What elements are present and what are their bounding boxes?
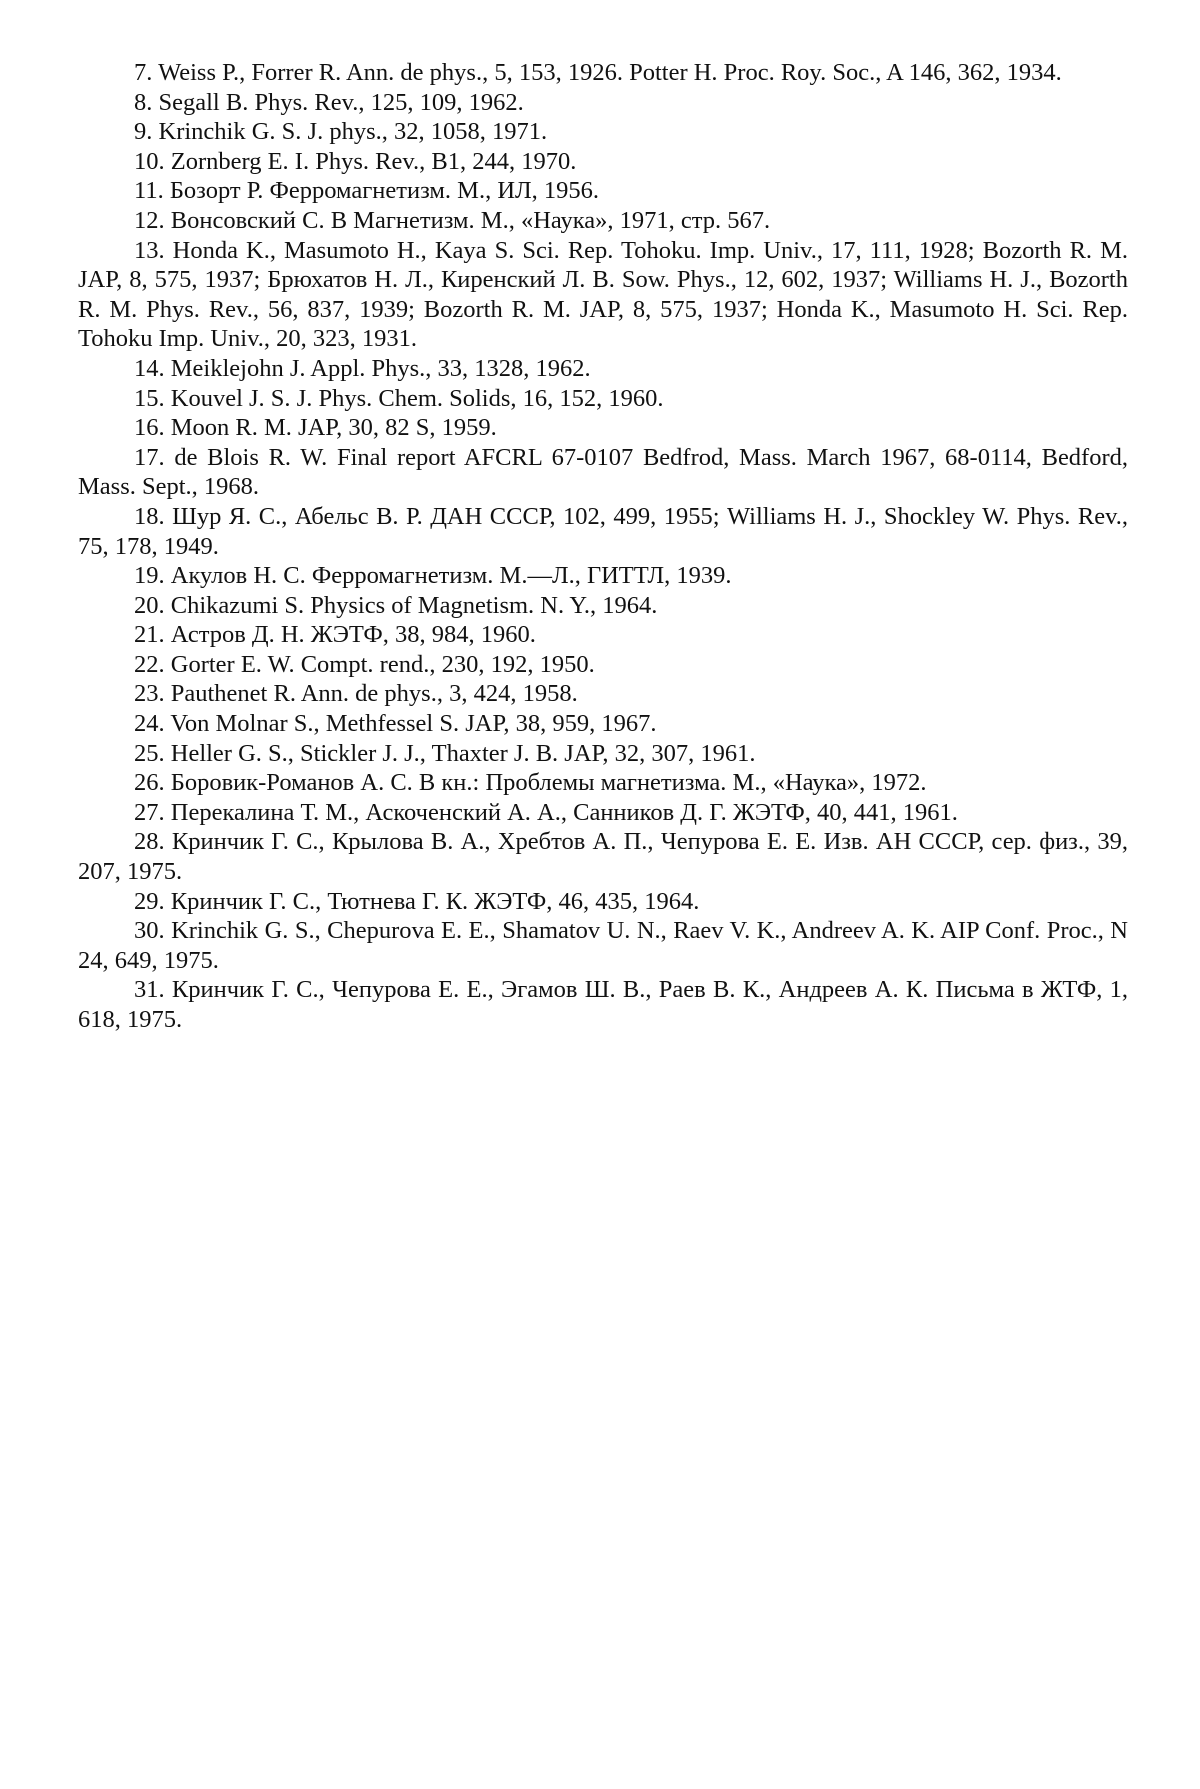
reference-text: Вонсовский С. В Магнетизм. М., «Наука», 1971, стр. 567.: [170, 206, 771, 234]
reference-text: Moon R. M. JAP, 30, 82 S, 1959.: [170, 414, 497, 442]
reference-number: 11.: [134, 177, 164, 205]
reference-item: [78, 679, 1128, 709]
reference-number: 9.: [134, 118, 153, 146]
reference-item: [78, 443, 1128, 502]
reference-number: 31.: [134, 976, 165, 1004]
reference-item: [78, 236, 1128, 354]
reference-item: [78, 650, 1128, 680]
reference-number: 30.: [134, 917, 165, 945]
reference-item: [78, 88, 1128, 118]
reference-number: 18.: [134, 502, 165, 530]
reference-item: [78, 916, 1128, 975]
reference-text: Шур Я. С., Абельс В. Р. ДАН СССР, 102, 499, 1955; Williams H. J., Shockley W. Phys. Rev., 75, 178, 1949.: [78, 502, 1129, 560]
reference-text: Meiklejohn J. Appl. Phys., 33, 1328, 1962.: [170, 354, 591, 382]
reference-item: [78, 206, 1128, 236]
reference-text: Кринчик Г. С., Тютнева Г. К. ЖЭТФ, 46, 435, 1964.: [170, 887, 700, 915]
reference-text: Акулов Н. С. Ферромагнетизм. М.—Л., ГИТТЛ, 1939.: [170, 562, 732, 590]
reference-number: 16.: [134, 414, 165, 442]
reference-number: 7.: [134, 59, 153, 86]
reference-list: [78, 58, 1128, 1035]
reference-text: Zornberg E. I. Phys. Rev., B1, 244, 1970.: [170, 147, 577, 175]
reference-item: [78, 413, 1128, 443]
reference-number: 10.: [134, 147, 165, 175]
reference-item: [78, 887, 1128, 917]
reference-item: [78, 827, 1128, 886]
reference-number: 20.: [134, 591, 165, 619]
reference-text: Кринчик Г. С., Крылова В. А., Хребтов А. П., Чепурова Е. Е. Изв. АН СССР, сер. физ., 39, 207, 1975.: [78, 828, 1129, 886]
reference-item: [78, 975, 1128, 1034]
reference-number: 27.: [134, 798, 165, 826]
reference-text: Chikazumi S. Physics of Magnetism. N. Y., 1964.: [170, 591, 658, 619]
reference-text: de Blois R. W. Final report AFCRL 67-0107 Bedfrod, Mass. March 1967, 68-0114, Bedford, Mass. Sept., 1968.: [78, 443, 1129, 501]
reference-number: 8.: [134, 88, 153, 116]
reference-item: [78, 739, 1128, 769]
reference-text: Krinchik G. S., Chepurova E. E., Shamatov U. N., Raev V. K., Andreev A. K. AIP Conf. Proc., N 24, 649, 1975.: [78, 917, 1129, 974]
reference-number: 17.: [134, 443, 165, 471]
reference-item: [78, 591, 1128, 621]
reference-text: Von Molnar S., Methfessel S. JAP, 38, 959, 1967.: [170, 710, 657, 738]
reference-number: 21.: [134, 621, 165, 649]
reference-number: 24.: [134, 710, 165, 738]
reference-text: Кринчик Г. С., Чепурова Е. Е., Эгамов Ш. В., Раев В. К., Андреев А. К. Письма в ЖТФ, 1, 618, 1975.: [78, 976, 1128, 1033]
reference-text: Перекалина Т. М., Аскоченский А. А., Санников Д. Г. ЖЭТФ, 40, 441, 1961.: [170, 798, 958, 826]
reference-number: 14.: [134, 354, 165, 382]
reference-number: 13.: [134, 236, 165, 264]
reference-text: Gorter E. W. Compt. rend., 230, 192, 1950.: [170, 650, 595, 678]
reference-text: Segall B. Phys. Rev., 125, 109, 1962.: [158, 88, 524, 116]
reference-item: [78, 561, 1128, 591]
reference-item: [78, 709, 1128, 739]
reference-number: 26.: [134, 769, 165, 797]
reference-item: [78, 354, 1128, 384]
reference-text: Бозорт Р. Ферромагнетизм. М., ИЛ, 1956.: [169, 177, 600, 205]
reference-item: [78, 176, 1128, 206]
reference-number: 15.: [134, 384, 165, 412]
reference-text: Honda K., Masumoto H., Kaya S. Sci. Rep. Tohoku. Imp. Univ., 17, 111, 1928; Bozorth R. M. JAP, 8, 575, 1937; Брюхатов Н. Л., Киренский Л. В. Sow. Phys., 12, 602, 1937; Williams H. J., Bozorth R. M. Phys. Rev., 56, 837, 1939; Bozorth R. M. JAP, 8, 575, 1937; Honda K., Masumoto H. Sci. Rep. Tohoku Imp. Univ., 20, 323, 1931.: [78, 236, 1128, 353]
reference-text: Pauthenet R. Ann. de phys., 3, 424, 1958.: [170, 680, 578, 708]
reference-number: 28.: [134, 828, 165, 856]
reference-item: [78, 768, 1128, 798]
reference-number: 22.: [134, 650, 165, 678]
reference-number: 12.: [134, 206, 165, 234]
reference-number: 23.: [134, 680, 165, 708]
reference-item: [78, 620, 1128, 650]
reference-text: Kouvel J. S. J. Phys. Chem. Solids, 16, 152, 1960.: [170, 384, 664, 412]
reference-number: 29.: [134, 887, 165, 915]
reference-text: Heller G. S., Stickler J. J., Thaxter J. B. JAP, 32, 307, 1961.: [170, 739, 756, 767]
reference-item: [78, 147, 1128, 177]
reference-item: [78, 502, 1128, 561]
reference-text: Krinchik G. S. J. phys., 32, 1058, 1971.: [158, 118, 548, 146]
reference-number: 19.: [134, 562, 165, 590]
reference-item: [78, 798, 1128, 828]
reference-number: 25.: [134, 739, 165, 767]
reference-item: [78, 384, 1128, 414]
reference-item: [78, 117, 1128, 147]
reference-text: Боровик-Романов А. С. В кн.: Проблемы магнетизма. М., «Наука», 1972.: [170, 769, 927, 797]
reference-text: Астров Д. Н. ЖЭТФ, 38, 984, 1960.: [170, 621, 536, 649]
reference-item: [78, 58, 1128, 88]
reference-text: Weiss P., Forrer R. Ann. de phys., 5, 153, 1926. Potter H. Proc. Roy. Soc., A 146, 362, 1934.: [158, 59, 1062, 86]
